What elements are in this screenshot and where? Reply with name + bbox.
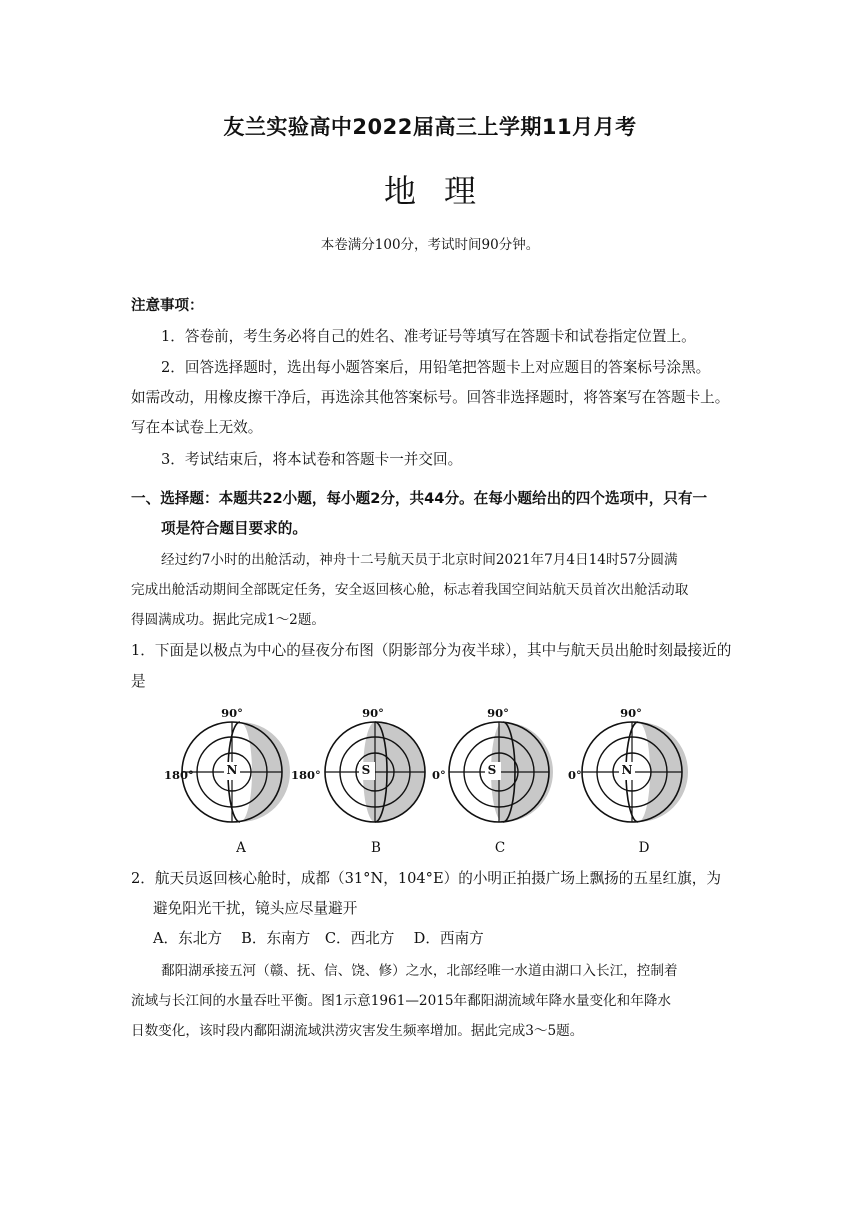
question-1-line-2: 是 [131,673,146,690]
notice-item-2-line-3: 写在本试卷上无效。 [131,419,263,436]
caption-b: B [371,840,381,856]
notice-item-2-line-1: 2．回答选择题时，选出每小题答案后，用铅笔把答题卡上对应题目的答案标号涂黑。 [161,359,711,376]
pole-label-a: N [226,763,238,777]
label-90-d: 90° [620,706,642,720]
passage-2-line-3: 日数变化，该时段内鄱阳湖流域洪涝灾害发生频率增加。据此完成3～5题。 [131,1023,584,1039]
day-night-figures [160,700,700,865]
passage-2-line-2: 流域与长江间的水量吞吐平衡。图1示意1961—2015年鄱阳湖流域年降水量变化和年降水 [131,993,672,1009]
caption-c: C [494,840,506,856]
passage-2-line-1: 鄱阳湖承接五河（赣、抚、信、饶、修）之水，北部经唯一水道由湖口入长江，控制着 [161,963,678,979]
section-heading-line-1: 一、选择题：本题共22小题，每小题2分，共44分。在每小题给出的四个选项中，只有一 [131,490,708,507]
figure-c [423,700,563,865]
label-side-d: 0° [568,768,582,782]
pole-label-c: S [487,763,497,777]
question-1-line-1: 1．下面是以极点为中心的昼夜分布图（阴影部分为夜半球），其中与航天员出舱时刻最接近的 [131,642,732,659]
pole-label-b: S [361,763,371,777]
caption-a: A [236,840,246,856]
label-90-a: 90° [221,706,243,720]
question-2-line-2: 避免阳光干扰，镜头应尽量避开 [153,900,358,917]
section-heading-line-2: 项是符合题目要求的。 [161,520,307,537]
subject-title [0,166,860,212]
figure-d [560,700,700,865]
question-2-line-1: 2．航天员返回核心舱时，成都（31°N，104°E）的小明正拍摄广场上飘扬的五星红旗，为 [131,870,721,887]
label-side-b: 180° [291,768,321,782]
question-2-options: A．东北方 B．东南方 C．西北方 D．西南方 [153,930,484,947]
passage-1-line-1: 经过约7小时的出舱活动，神舟十二号航天员于北京时间2021年7月4日14时57分圆满 [161,552,678,568]
label-90-b: 90° [362,706,384,720]
notice-item-3: 3．考试结束后，将本试卷和答题卡一并交回。 [161,451,463,468]
passage-1-line-3: 得圆满成功。据此完成1～2题。 [131,612,326,628]
pole-label-d: N [621,763,633,777]
figure-a [160,700,300,865]
notice-item-2-line-2: 如需改动，用橡皮擦干净后，再选涂其他答案标号。回答非选择题时，将答案写在答题卡上。 [131,389,730,406]
label-side-a: 180° [164,768,194,782]
passage-1-line-2: 完成出舱活动期间全部既定任务，安全返回核心舱，标志着我国空间站航天员首次出舱活动取 [131,582,689,598]
subject-char-1: 地 [383,172,416,210]
subject-char-2: 理 [444,172,477,210]
figure-b [291,700,435,865]
notice-item-1: 1．答卷前，考生务必将自己的姓名、准考证号等填写在答题卡和试卷指定位置上。 [161,328,696,345]
label-90-c: 90° [487,706,509,720]
score-note: 本卷满分100分，考试时间90分钟。 [320,237,540,253]
caption-d: D [638,840,650,856]
label-side-c: 0° [432,768,446,782]
notice-title: 注意事项： [131,298,204,314]
exam-title: 友兰实验高中2022届高三上学期11月月考 [223,115,637,139]
